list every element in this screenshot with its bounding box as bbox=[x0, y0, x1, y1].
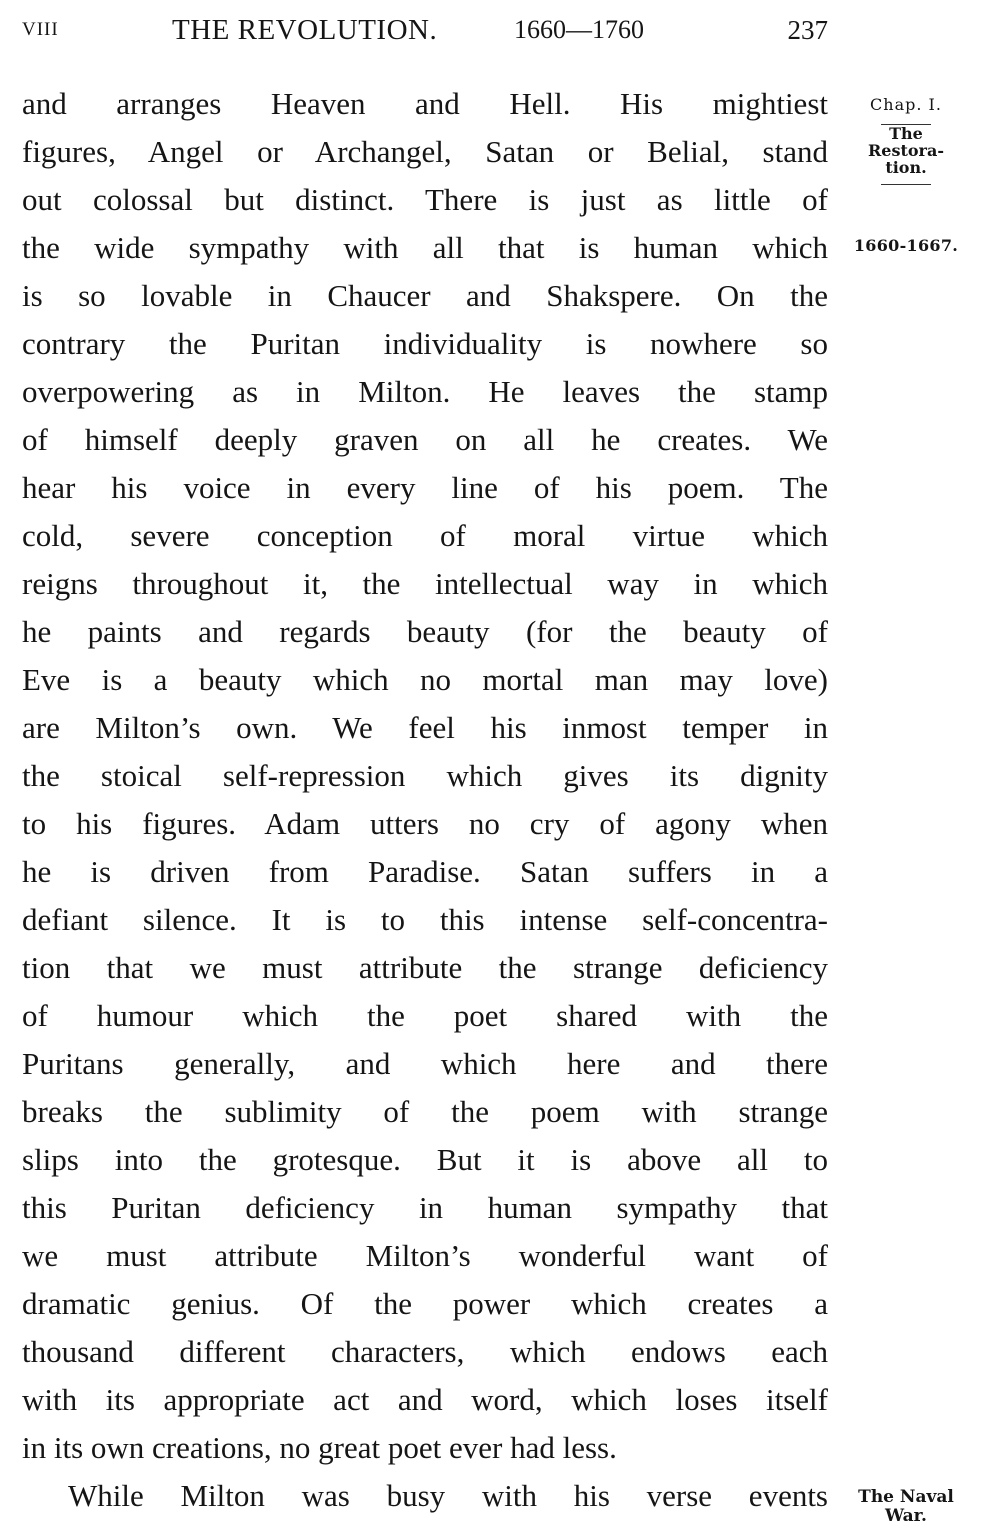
text-line: breaks the sublimity of the poem with strange bbox=[22, 1094, 828, 1129]
text-line: and arranges Heaven and Hell. His mightiest bbox=[22, 86, 828, 121]
paragraph-start-line: While Milton was busy with his verse events bbox=[68, 1478, 828, 1513]
text-line: the wide sympathy with all that is human which bbox=[22, 230, 828, 265]
section-number: VIII bbox=[22, 19, 59, 40]
margin-subject bbox=[840, 124, 972, 185]
text-line: thousand different characters, which endows each bbox=[22, 1334, 828, 1369]
margin-naval-line: The Naval bbox=[858, 1487, 954, 1507]
text-line: he paints and regards beauty (for the beauty of bbox=[22, 614, 828, 649]
margin-subject-line: The bbox=[889, 124, 923, 143]
text-line: of humour which the poet shared with the bbox=[22, 998, 828, 1033]
margin-chapter: Chap. I. bbox=[870, 95, 942, 114]
margin-subject-line: Restora- bbox=[868, 141, 944, 160]
margin-naval-war bbox=[840, 1488, 972, 1526]
text-line: tion that we must attribute the strange deficiency bbox=[22, 950, 828, 985]
text-line: Eve is a beauty which no mortal man may love) bbox=[22, 662, 828, 697]
text-line: is so lovable in Chaucer and Shakspere. On the bbox=[22, 278, 828, 313]
page-number: 237 bbox=[787, 15, 828, 45]
running-years: 1660—1760 bbox=[514, 15, 644, 44]
text-line: contrary the Puritan individuality is nowhere so bbox=[22, 326, 828, 361]
margin-subject-line: tion. bbox=[885, 158, 927, 177]
text-line: Puritans generally, and which here and there bbox=[22, 1046, 828, 1081]
text-line: the stoical self-repression which gives its dignity bbox=[22, 758, 828, 793]
body-text bbox=[22, 80, 828, 1520]
text-line: hear his voice in every line of his poem. The bbox=[22, 470, 828, 505]
text-line: defiant silence. It is to this intense self-concentra- bbox=[22, 902, 828, 937]
text-line: slips into the grotesque. But it is above all to bbox=[22, 1142, 828, 1177]
text-line: out colossal but distinct. There is just as little of bbox=[22, 182, 828, 217]
text-line: are Milton’s own. We feel his inmost temper in bbox=[22, 710, 828, 745]
running-title: THE REVOLUTION. bbox=[172, 14, 438, 46]
text-line: this Puritan deficiency in human sympathy that bbox=[22, 1190, 828, 1225]
margin-naval-line: War. bbox=[885, 1506, 927, 1526]
text-line: dramatic genius. Of the power which creates a bbox=[22, 1286, 828, 1321]
text-line: with its appropriate act and word, which loses itself bbox=[22, 1382, 828, 1417]
text-line: he is driven from Paradise. Satan suffers in a bbox=[22, 854, 828, 889]
text-line: we must attribute Milton’s wonderful want of bbox=[22, 1238, 828, 1273]
text-line: figures, Angel or Archangel, Satan or Belial, stand bbox=[22, 134, 828, 169]
text-line: reigns throughout it, the intellectual way in which bbox=[22, 566, 828, 601]
paragraph-end-line: in its own creations, no great poet ever had less. bbox=[22, 1430, 617, 1465]
text-line: overpowering as in Milton. He leaves the stamp bbox=[22, 374, 828, 409]
margin-years: 1660-1667. bbox=[853, 236, 959, 255]
text-line: cold, severe conception of moral virtue which bbox=[22, 518, 828, 553]
text-line: to his figures. Adam utters no cry of agony when bbox=[22, 806, 828, 841]
margin-rule bbox=[881, 184, 931, 185]
text-line: of himself deeply graven on all he creates. We bbox=[22, 422, 828, 457]
running-header bbox=[22, 10, 828, 50]
